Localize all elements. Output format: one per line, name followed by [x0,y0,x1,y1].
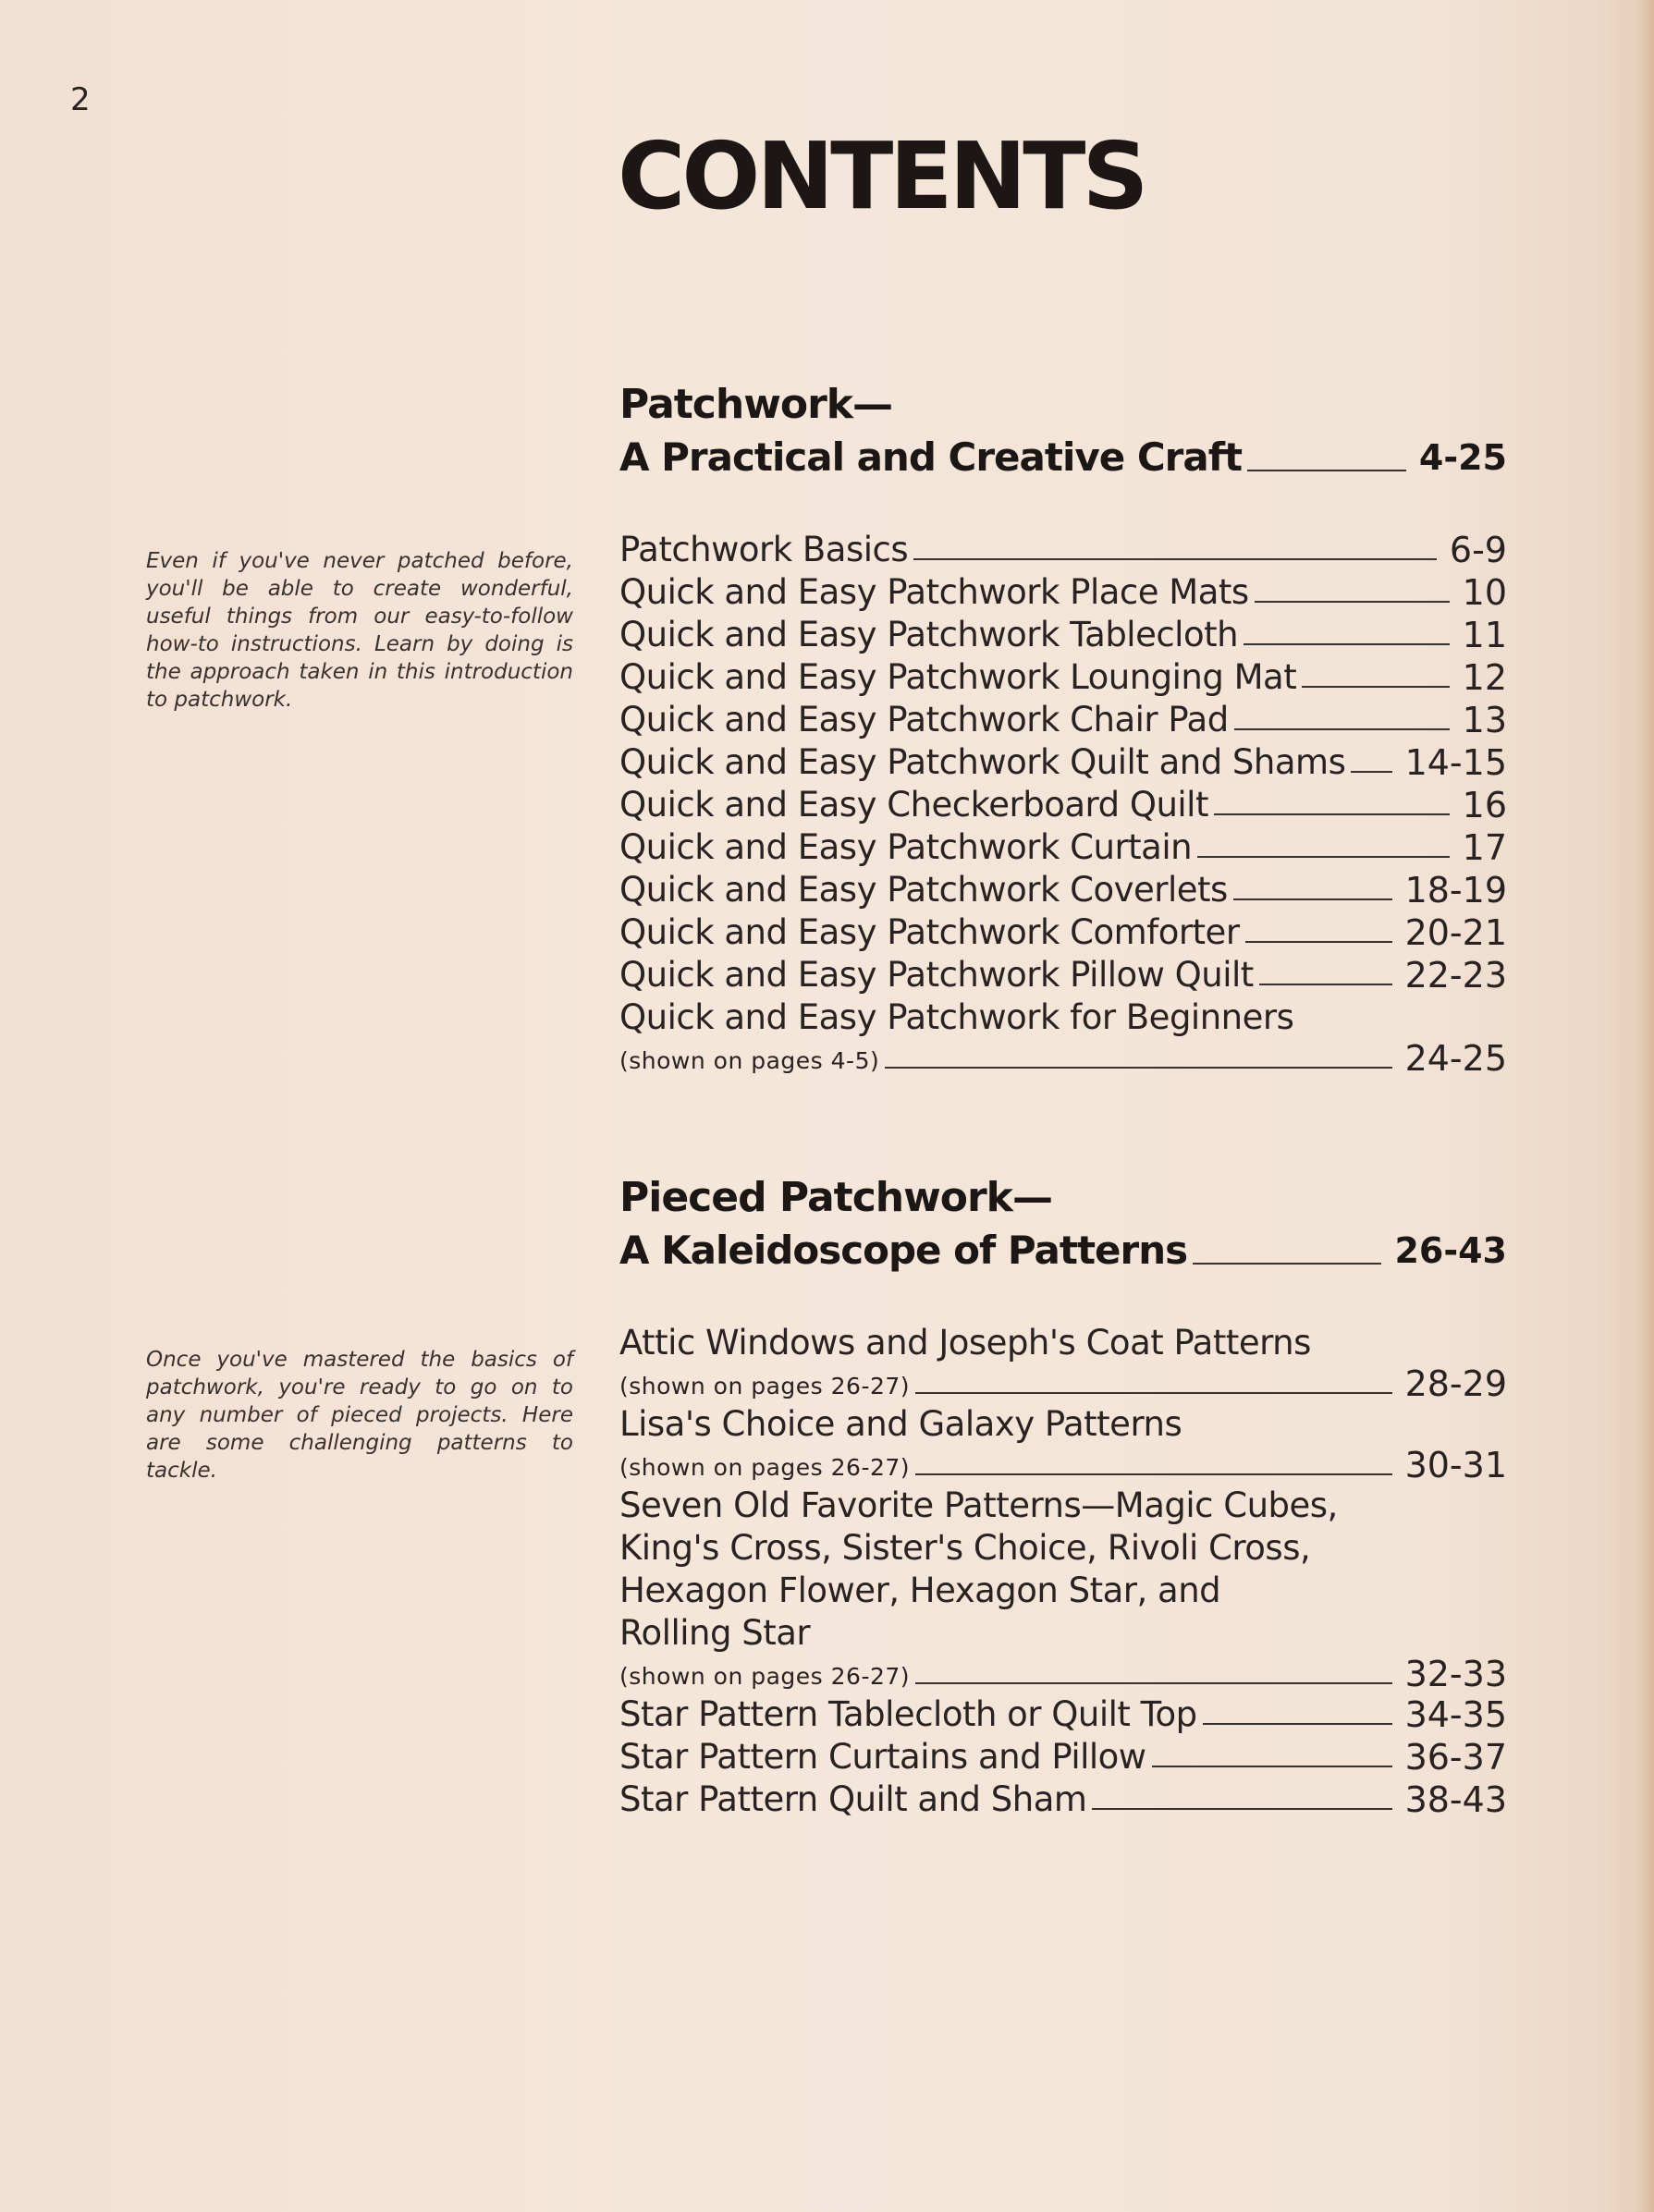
entry-pages: 28-29 [1404,1363,1507,1404]
entry-pages: 30-31 [1404,1445,1507,1485]
entry-pages: 16 [1462,785,1507,825]
entry-pages: 18-19 [1404,870,1507,910]
entry-pages: 13 [1462,700,1507,740]
entry-pages: 12 [1462,657,1507,698]
dot-leader [1092,1808,1391,1810]
entry-label: Quick and Easy Patchwork Curtain [619,827,1193,867]
entry-note: (shown on pages 26-27) [619,1663,911,1690]
entry-label: Quick and Easy Checkerboard Quilt [619,785,1208,825]
toc-entry[interactable] [619,529,1507,571]
entry-pages: 14-15 [1404,742,1507,783]
toc-entry[interactable] [619,1403,1507,1485]
toc-entry[interactable] [619,954,1507,996]
section-heading: Patchwork— [619,381,893,428]
dot-leader [1255,601,1450,603]
entry-label: Seven Old Favorite Patterns—Magic Cubes, King's Cross, Sister's Choice, Rivoli Cross, Hexagon Flower, Hexagon Star, and Rolling Star [619,1485,1338,1653]
entry-pages: 36-37 [1404,1737,1507,1778]
side-note-patchwork: Even if you've never patched before, you'll be able to create wonderful, useful things from our easy-to-follow how-to instructions. Learn by doing is the approach taken in this introduction to patchwork. [146,549,573,712]
entry-label: Star Pattern Curtains and Pillow [619,1737,1146,1777]
toc-entry[interactable] [619,1693,1507,1736]
entry-pages: 22-23 [1404,955,1507,996]
dot-leader [1259,984,1392,985]
toc-entry[interactable] [619,784,1507,826]
entry-label: Quick and Easy Patchwork for Beginners [619,997,1294,1037]
dot-leader [1203,1723,1392,1725]
entry-label: Star Pattern Quilt and Sham [619,1779,1087,1819]
section-heading: Pieced Patchwork— [619,1174,1052,1221]
entry-label: Quick and Easy Patchwork Coverlets [619,870,1228,910]
entry-pages: 20-21 [1404,912,1507,953]
entry-pages: 11 [1462,615,1507,655]
dot-leader [915,1392,1392,1394]
entry-label: Lisa's Choice and Galaxy Patterns [619,1404,1182,1444]
entry-note: (shown on pages 26-27) [619,1373,911,1399]
dot-leader [1152,1766,1392,1767]
toc-entry[interactable] [619,1736,1507,1778]
dot-leader [915,1473,1392,1475]
toc-entry[interactable] [619,656,1507,699]
dot-leader [1234,728,1450,730]
toc-entry[interactable] [619,1485,1507,1693]
dot-leader [1193,1263,1381,1265]
dot-leader [1214,813,1450,815]
dot-leader [913,558,1437,560]
toc-entry[interactable] [619,869,1507,911]
toc-entry[interactable] [619,826,1507,869]
entry-list [619,1322,1507,1821]
page-edge [1634,0,1654,2212]
entry-label: Attic Windows and Joseph's Coat Patterns [619,1323,1311,1363]
entry-note-row [619,1446,1507,1485]
dot-leader [1351,771,1391,773]
dot-leader [885,1067,1391,1069]
page-title: CONTENTS [618,122,1146,230]
entry-note: (shown on pages 4-5) [619,1047,880,1074]
dot-leader [915,1682,1392,1684]
section-subheading: A Practical and Creative Craft [619,434,1243,480]
entry-pages: 38-43 [1404,1779,1507,1820]
toc-entry[interactable] [619,699,1507,741]
entry-label: Star Pattern Tablecloth or Quilt Top [619,1694,1197,1734]
entry-label: Quick and Easy Patchwork Place Mats [619,572,1249,612]
entry-pages: 10 [1462,572,1507,613]
entry-label: Quick and Easy Patchwork Tablecloth [619,615,1239,654]
page-number: 2 [70,81,91,118]
entry-pages: 6-9 [1449,530,1507,570]
entry-label: Patchwork Basics [619,530,909,569]
entry-pages: 34-35 [1404,1694,1507,1735]
dot-leader [1302,686,1449,688]
section-subheading-row [619,431,1507,484]
entry-label: Quick and Easy Patchwork Quilt and Shams [619,742,1346,782]
entry-note-row [619,1039,1507,1078]
dot-leader [1245,941,1392,943]
toc-entry[interactable] [619,571,1507,614]
dot-leader [1247,470,1406,471]
toc-entry[interactable] [619,614,1507,656]
entry-pages: 17 [1462,827,1507,868]
dot-leader [1197,856,1450,858]
entry-pages: 32-33 [1404,1654,1507,1694]
entry-label: Quick and Easy Patchwork Lounging Mat [619,657,1297,697]
toc-entry[interactable] [619,911,1507,954]
entry-list [619,529,1507,1078]
entry-note-row [619,1364,1507,1403]
entry-note-row [619,1655,1507,1693]
entry-label: Quick and Easy Patchwork Chair Pad [619,700,1229,739]
dot-leader [1244,643,1450,645]
section-pages: 4-25 [1418,437,1507,478]
section-pieced-patchwork [619,1172,1507,1821]
dot-leader [1233,898,1392,900]
entry-note: (shown on pages 26-27) [619,1454,911,1481]
toc-entry[interactable] [619,741,1507,784]
section-patchwork [619,379,1507,1078]
entry-label: Quick and Easy Patchwork Pillow Quilt [619,955,1254,995]
entry-pages: 24-25 [1404,1038,1507,1079]
section-subheading: A Kaleidoscope of Patterns [619,1228,1188,1273]
side-note-pieced: Once you've mastered the basics of patchwork, you're ready to go on to any number of pieced projects. Here are some challenging patterns to tackle. [146,1348,573,1483]
section-pages: 26-43 [1394,1230,1507,1271]
entry-label: Quick and Easy Patchwork Comforter [619,912,1240,952]
section-subheading-row [619,1224,1507,1277]
toc-entry[interactable] [619,1778,1507,1821]
toc-entry[interactable] [619,996,1507,1078]
toc-entry[interactable] [619,1322,1507,1403]
